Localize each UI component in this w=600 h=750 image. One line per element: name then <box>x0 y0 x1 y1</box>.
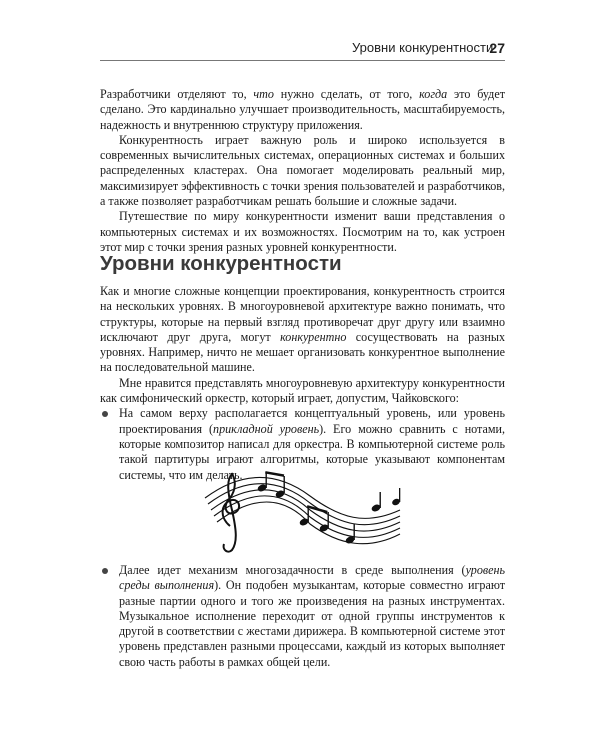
header-rule <box>100 60 505 61</box>
text-run: когда <box>419 87 448 101</box>
text-run: Мне нравится представлять многоуровневую архитектуру конкурентности как симфонический оркестр, который играет, допустим, Чайковского: <box>100 375 505 406</box>
bullet-icon <box>102 568 108 574</box>
section-heading: Уровни конкурентности <box>100 252 342 275</box>
running-header <box>352 40 505 60</box>
text-run: конкурентно <box>280 329 347 344</box>
text-run: прикладной уровень <box>213 421 320 436</box>
text-run: что <box>253 87 274 101</box>
paragraph <box>119 563 505 670</box>
text-run: ). Он подобен музыкантам, которые совместно играют разные партии одного и того же произведения на разных инструментах. Музыкальное исполнение переходит от одной группы инструментов к другой в соответствии с жестами дирижера. В компьютерной системе этот уровень представлен разными процессами, каждый из которых выполняет свою часть работы в рамках общей цели. <box>119 578 505 669</box>
intro-text <box>100 87 505 255</box>
paragraph <box>100 376 505 407</box>
section-text <box>100 284 505 483</box>
text-run: ). Его можно сравнить с нотами, которые композитор написал для оркестра. В компьютерной системе роль такой партитуры играют алгоритмы, которые указывают компонентам системы, что им делать. <box>119 421 506 482</box>
paragraph <box>100 284 505 376</box>
paragraph <box>100 133 505 209</box>
text-run: это будет сделано. Это кардинально улучшает производительность, масштабируемость, надежность и внутреннюю структуру приложения. <box>100 87 505 132</box>
text-run: уровень среды выполнения <box>119 563 505 593</box>
bullet-icon <box>102 411 108 417</box>
paragraph <box>100 87 505 133</box>
text-run: Путешествие по миру конкурентности изменит ваши представления о компьютерных системах и их возможностях. Посмотрим на то, как устроен этот мир с точки зрения разных уровней конкурентности. <box>100 209 505 254</box>
text-run: Как и многие сложные концепции проектирования, конкурентность строится на нескольких уровнях. В многоуровневой архитектуре важно понимать, что структуры, которые на первый взгляд противоречат друг другу или взаимно исключают друг друга, могут <box>100 284 505 344</box>
text-run: На самом верху располагается концептуальный уровень, или уровень проектирования ( <box>119 406 505 436</box>
text-run: Далее идет механизм многозадачности в среде выполнения ( <box>119 563 466 577</box>
music-notes-illustration <box>200 466 405 558</box>
text-run: Разработчики отделяют то, <box>100 87 254 101</box>
paragraph <box>100 209 505 255</box>
section-text-continued <box>100 563 505 670</box>
text-run: нужно сделать, от того, <box>273 87 420 101</box>
text-run: сосуществовать на разных уровнях. Например, ничто не мешает организовать конкурентное выполнение на последовательной машине. <box>100 329 505 375</box>
page-number: 27 <box>489 40 505 56</box>
list-item <box>100 563 505 670</box>
text-run: Конкурентность играет важную роль и широко используется в современных вычислительных системах, операционных системах и больших распределенных кластерах. Она помогает моделировать реальный мир, максимизирует эффективность с точки зрения пользователей и разработчиков, а также позволяет разработчикам решать большие и сложные задачи. <box>100 132 505 209</box>
running-header-title: Уровни конкурентности <box>352 40 494 55</box>
